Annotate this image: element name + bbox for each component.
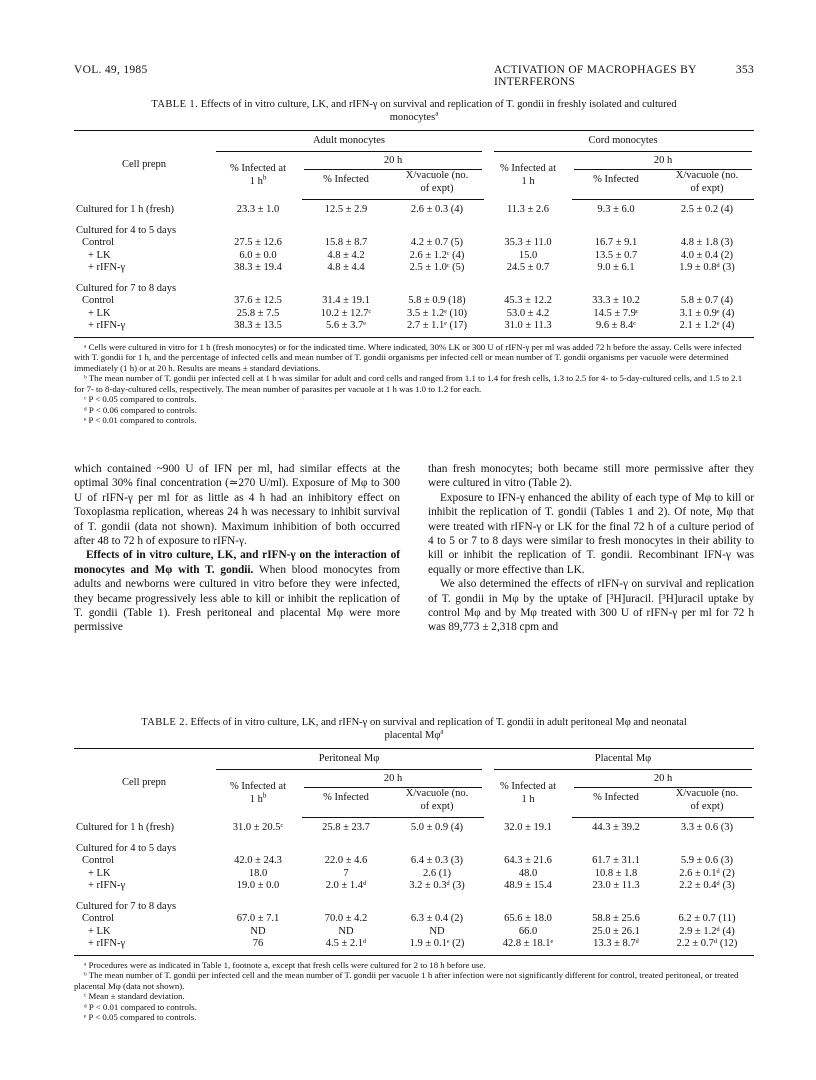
table-cell: 2.5 ± 0.2 (4) xyxy=(680,204,734,215)
table-cell: 70.0 ± 4.2 xyxy=(324,913,368,924)
table-cell: 5.8 ± 0.9 (18) xyxy=(408,295,466,306)
table1-title-line2: monocytes xyxy=(389,112,436,123)
table2-block xyxy=(74,716,754,1023)
table-cell xyxy=(572,893,660,914)
table-cell: 4.2 ± 0.7 (5) xyxy=(410,237,464,248)
table-cell: 25.8 ± 23.7 xyxy=(322,822,370,833)
table-cell: 10.2 ± 12.7ᶜ xyxy=(320,307,372,319)
running-title: ACTIVATION OF MACROPHAGES BY INTERFERONS xyxy=(494,64,697,88)
table-cell: 25.8 ± 7.5 xyxy=(236,307,280,319)
table-cell: 2.2 ± 0.7ᵈ (12) xyxy=(660,938,754,955)
table-row xyxy=(74,880,754,893)
table-cell: 38.3 ± 13.5 xyxy=(214,320,302,337)
table2-body xyxy=(74,818,754,956)
row-label: + rIFN-γ xyxy=(88,880,126,891)
row-label: Cultured for 7 to 8 days xyxy=(76,282,177,294)
table1-footnote-e: ᵉ P < 0.01 compared to controls. xyxy=(84,415,197,425)
table-cell: 58.8 ± 25.6 xyxy=(592,913,640,924)
table-row xyxy=(74,938,754,955)
table-row xyxy=(74,835,754,856)
table-cell: 22.0 ± 4.6 xyxy=(324,855,368,866)
table-cell: ND xyxy=(250,925,266,937)
row-label: + rIFN-γ xyxy=(74,320,214,337)
table2-label: TABLE 2. xyxy=(141,717,188,728)
table2-title-line2: placental Mφ xyxy=(384,730,441,741)
table-row xyxy=(74,250,754,263)
table-row xyxy=(74,868,754,881)
table1-block xyxy=(74,98,754,426)
table1-footnotes xyxy=(74,342,754,426)
table1-sub-20h-adult: 20 h xyxy=(304,155,482,171)
table-cell: 6.0 ± 0.0 xyxy=(239,249,277,261)
left-paragraph-2: Effects of in vitro culture, LK, and rIFN-γ on the interaction of monocytes and Mφ with T. gondii. When blood monocytes from adults and newborns were cultured in vitro before they were infected, they became progressively less able to kill or inhibit the replication of T. gondii (Table 1). Fresh peritoneal and placental Mφ were more permissive xyxy=(74,549,401,634)
left-column xyxy=(74,462,400,635)
section-heading: Effects of in vitro culture, LK, and rIFN-γ on the interaction of monocytes and Mφ with T. gondii. xyxy=(74,549,400,576)
table-cell xyxy=(390,217,484,238)
row-label: Control xyxy=(82,295,115,306)
table-cell: 42.0 ± 24.3 xyxy=(234,855,282,866)
table-cell: 6.2 ± 0.7 (11) xyxy=(678,913,736,924)
table1-col-vac-adult: X̄/vacuole (no. of expt) xyxy=(390,170,484,200)
row-label: + rIFN-γ xyxy=(74,938,214,955)
table-cell: 31.0 ± 11.3 xyxy=(484,320,572,337)
table2-title-line1: Effects of in vitro culture, LK, and rIFN-γ on survival and replication of T. gondii in adult peritoneal Mφ and neonatal xyxy=(190,717,687,728)
table-row xyxy=(74,275,754,296)
row-label: + LK xyxy=(88,867,111,879)
table2-col-cellprep: Cell prepn xyxy=(74,749,214,818)
table-cell: 3.3 ± 0.6 (3) xyxy=(680,822,734,833)
table-cell xyxy=(484,275,572,296)
table2-sub-20h-peritoneal: 20 h xyxy=(304,773,482,789)
table-cell: 9.3 ± 6.0 xyxy=(597,204,635,215)
table-cell: 3.5 ± 1.2ᵉ (10) xyxy=(406,307,468,319)
table2-col-inf-placental: % Infected xyxy=(572,788,660,818)
row-label: Cultured for 7 to 8 days xyxy=(76,900,177,912)
table-row xyxy=(74,217,754,238)
table-cell: 37.6 ± 12.5 xyxy=(234,295,282,306)
table-cell: 3.2 ± 0.3ᵈ (3) xyxy=(409,880,465,891)
table-cell: 2.7 ± 1.1ᵉ (17) xyxy=(390,320,484,337)
table2 xyxy=(74,748,754,956)
page-number: 353 xyxy=(735,64,754,76)
table-cell: 67.0 ± 7.1 xyxy=(236,913,280,924)
table-cell: 76 xyxy=(214,938,302,955)
right-column xyxy=(428,462,754,635)
table2-col-inf1h-placental: % Infected at 1 h xyxy=(500,781,556,805)
table-cell xyxy=(214,275,302,296)
table1-title-line1: Effects of in vitro culture, LK, and rIFN-γ on survival and replication of T. gondii in freshly isolated and cultured xyxy=(200,99,677,110)
row-label: Control xyxy=(82,913,115,924)
table-cell: 3.1 ± 0.9ᵉ (4) xyxy=(679,307,735,319)
table-row xyxy=(74,262,754,275)
table-cell: 1.9 ± 0.8ᵈ (3) xyxy=(679,262,735,273)
table2-footnote-d: ᵈ P < 0.01 compared to controls. xyxy=(84,1001,197,1012)
table-cell: 64.3 ± 21.6 xyxy=(504,855,552,866)
table-cell xyxy=(302,893,390,914)
table-cell: 38.3 ± 19.4 xyxy=(234,262,282,273)
table1-col-inf1h: % Infected at 1 $h^b$ xyxy=(230,163,286,187)
table-cell: 2.6 ± 0.3 (4) xyxy=(410,204,464,215)
table-cell: 5.8 ± 0.7 (4) xyxy=(680,295,734,306)
table1-col-vac-cord: X̄/vacuole (no. of expt) xyxy=(660,170,754,200)
table1-group-cord: Cord monocytes xyxy=(494,135,752,152)
table-cell: 33.3 ± 10.2 xyxy=(592,295,640,306)
table-cell xyxy=(484,835,572,856)
row-label: Cultured for 1 h (fresh) xyxy=(76,821,174,833)
table-cell: 13.5 ± 0.7 xyxy=(594,249,638,261)
table1-footnote-b: ᵇ The mean number of T. gondii per infected cell at 1 h was similar for adult and cord cells and ranged from 1.1 to 1.4 for fresh cells, 1.3 to 2.5 for 4- to 5-day-cultured cells, and 1.5 to 2.1 for 7- to 8-day-cultured cells, respectively. The mean number of parasites per vacuole at 1 h was 1.0 to 1.2 for each. xyxy=(74,373,743,394)
right-paragraph-2: Exposure to IFN-γ enhanced the ability of each type of Mφ to kill or inhibit the replication of T. gondii (Tables 1 and 2). Of note, Mφ that were treated with rIFN-γ or LK for the final 72 h of a culture period of 4 to 5 or 7 to 8 days were similar to fresh monocytes in their ability to kill or inhibit the replication of T. gondii. Recombinant IFN-γ was equally or more effective than LK. xyxy=(428,491,754,576)
row-label: Cultured for 4 to 5 days xyxy=(76,842,177,854)
table-cell: 48.9 ± 15.4 xyxy=(504,880,552,891)
table1-footnote-d: ᵈ P < 0.06 compared to controls. xyxy=(84,404,197,415)
table-cell: 19.0 ± 0.0 xyxy=(236,880,280,891)
table2-col-inf-peritoneal: % Infected xyxy=(302,788,390,818)
table-cell: 44.3 ± 39.2 xyxy=(592,822,640,833)
table1-footnote-c: ᶜ P < 0.05 compared to controls. xyxy=(84,394,197,404)
table2-col-inf1h: % Infected at 1 $h^b$ xyxy=(230,781,286,805)
table-cell: 2.6 (1) xyxy=(423,867,451,879)
table-cell: 5.0 ± 0.9 (4) xyxy=(410,822,464,833)
table-cell: 5.6 ± 3.7ᵉ xyxy=(302,320,390,337)
table-cell: 35.3 ± 11.0 xyxy=(504,237,552,248)
table2-sub-20h-placental: 20 h xyxy=(574,773,752,789)
table-cell xyxy=(572,835,660,856)
table-cell: 2.6 ± 0.1ᵈ (2) xyxy=(679,867,735,879)
table-cell xyxy=(214,835,302,856)
table1-group-adult: Adult monocytes xyxy=(216,135,482,152)
table1-col-inf-cord: % Infected xyxy=(572,170,660,200)
table-cell: 25.0 ± 26.1 xyxy=(592,925,640,937)
table2-title-sup: a xyxy=(440,727,444,736)
table-cell: 4.8 ± 4.2 xyxy=(327,249,365,261)
table-cell: 45.3 ± 12.2 xyxy=(504,295,552,306)
row-label: Cultured for 4 to 5 days xyxy=(76,224,177,236)
right-paragraph-1: than fresh monocytes; both became still more permissive after they were cultured in vitro (Table 2). xyxy=(428,463,754,490)
table-cell: ND xyxy=(429,925,445,937)
row-label: + LK xyxy=(88,249,111,261)
table1-col-inf-adult: % Infected xyxy=(302,170,390,200)
table-cell xyxy=(390,275,484,296)
table2-footnote-a: ᵃ Procedures were as indicated in Table 1, footnote a, except that fresh cells were cultured for 2 to 18 h before use. xyxy=(84,959,486,970)
table-row xyxy=(74,320,754,337)
table-cell: 14.5 ± 7.9ᶜ xyxy=(593,307,639,319)
table-cell: 11.3 ± 2.6 xyxy=(506,203,550,215)
table-cell: 9.0 ± 6.1 xyxy=(597,262,635,273)
table-cell: 7 xyxy=(343,867,349,879)
table-cell: 18.0 xyxy=(248,867,268,879)
table-cell xyxy=(390,893,484,914)
left-paragraph-1: which contained ~900 U of IFN per ml, had similar effects at the optimal 30% final concentration (≃270 U/ml). Exposure of Mφ to 300 U of rIFN-γ per ml for as little as 4 h had an inhibitory effect on Toxoplasma replication, whereas 24 h was necessary to inhibit survival of T. gondii (data not shown). Maximum inhibition of both occurred after 48 to 72 h of exposure to rIFN-γ. xyxy=(74,463,400,548)
table-cell: 4.0 ± 0.4 (2) xyxy=(680,249,734,261)
table-cell: 2.6 ± 1.2ᶜ (4) xyxy=(409,249,465,261)
row-label: + LK xyxy=(88,307,111,319)
table-cell: 4.8 ± 1.8 (3) xyxy=(680,237,734,248)
table-cell xyxy=(214,893,302,914)
table1-title-sup: a xyxy=(435,109,439,118)
table-cell: 23.3 ± 1.0 xyxy=(236,203,280,215)
table1 xyxy=(74,130,754,338)
table-cell: 61.7 ± 31.1 xyxy=(592,855,640,866)
table-cell: 31.0 ± 20.5ᶜ xyxy=(232,821,284,833)
table-cell: 66.0 xyxy=(518,925,538,937)
row-label: Control xyxy=(82,237,115,248)
table-cell: 2.1 ± 1.2ᵉ (4) xyxy=(660,320,754,337)
table-cell: 12.5 ± 2.9 xyxy=(324,204,368,215)
table2-footnotes xyxy=(74,960,754,1023)
table-cell xyxy=(660,893,754,914)
table-cell: 42.8 ± 18.1ᵉ xyxy=(484,938,572,955)
table2-footnote-e: ᵉ P < 0.05 compared to controls. xyxy=(84,1012,197,1022)
table-cell: 6.4 ± 0.3 (3) xyxy=(410,855,464,866)
table-cell: 15.0 xyxy=(518,249,538,261)
table-cell: 32.0 ± 19.1 xyxy=(504,821,552,833)
table-row xyxy=(74,926,754,939)
table-cell: 13.3 ± 8.7ᵈ xyxy=(572,938,660,955)
table-row xyxy=(74,893,754,914)
table-cell: 10.8 ± 1.8 xyxy=(594,867,638,879)
row-label: + rIFN-γ xyxy=(88,262,126,273)
table-cell xyxy=(660,275,754,296)
table-cell xyxy=(484,217,572,238)
table1-body xyxy=(74,200,754,338)
running-header xyxy=(74,64,754,88)
table-cell: 4.8 ± 4.4 xyxy=(327,262,365,273)
table-row xyxy=(74,200,754,217)
table-cell: 2.2 ± 0.4ᵈ (3) xyxy=(679,880,735,891)
table1-sub-20h-cord: 20 h xyxy=(574,155,752,171)
table-cell: 24.5 ± 0.7 xyxy=(506,262,550,273)
table-cell: 23.0 ± 11.3 xyxy=(592,880,640,891)
table-cell xyxy=(660,217,754,238)
table-row xyxy=(74,295,754,308)
table-cell: 53.0 ± 4.2 xyxy=(506,307,550,319)
table-cell: 27.5 ± 12.6 xyxy=(234,237,282,248)
table-row xyxy=(74,855,754,868)
table2-footnote-c: ᶜ Mean ± standard deviation. xyxy=(84,991,185,1001)
table2-caption xyxy=(74,716,754,742)
table1-footnote-a: ᵃ Cells were cultured in vitro for 1 h (fresh monocytes) or for the indicated time. Where indicated, 30% LK or 300 U of rIFN-γ per ml was added 72 h before the assay. Cells were infected with T. gondii for 1 h, and the percentage of infected cells and mean number of T. gondii organisms per infected cell or mean number of T. gondii organisms per vacuole were determined immediately (1 h) or at 20 h. Results are means ± standard deviations. xyxy=(74,341,742,373)
table2-col-vac-peritoneal: X̄/vacuole (no. of expt) xyxy=(390,788,484,818)
table-cell: 48.0 xyxy=(518,867,538,879)
table-row xyxy=(74,308,754,321)
table-cell xyxy=(484,893,572,914)
table1-label: TABLE 1. xyxy=(151,99,199,110)
table-cell xyxy=(302,275,390,296)
table2-footnote-b: ᵇ The mean number of T. gondii per infected cell and the mean number of T. gondii per vacuole 1 h after infection were not significantly different for control, treated peritoneal, or treated placental Mφ (data not shown). xyxy=(74,970,739,991)
table-cell: 16.7 ± 9.1 xyxy=(594,237,638,248)
table2-group-peritoneal: Peritoneal Mφ xyxy=(216,753,482,770)
table-cell xyxy=(572,275,660,296)
table-cell: 31.4 ± 19.1 xyxy=(322,295,370,306)
table-cell: 15.8 ± 8.7 xyxy=(324,237,368,248)
volume-year: VOL. 49, 1985 xyxy=(74,64,148,76)
table-cell xyxy=(214,217,302,238)
table-cell: 65.6 ± 18.0 xyxy=(504,913,552,924)
table-cell xyxy=(390,835,484,856)
table-row xyxy=(74,237,754,250)
table1-col-cellprep: Cell prepn xyxy=(74,131,214,200)
table-cell: 5.9 ± 0.6 (3) xyxy=(680,855,734,866)
table2-group-placental: Placental Mφ xyxy=(494,753,752,770)
table-row xyxy=(74,818,754,835)
table-cell: 2.5 ± 1.0ᶜ (5) xyxy=(409,262,465,273)
table2-col-vac-placental: X̄/vacuole (no. of expt) xyxy=(660,788,754,818)
row-label: Cultured for 1 h (fresh) xyxy=(76,203,174,215)
table-cell xyxy=(660,835,754,856)
row-label: + LK xyxy=(88,925,111,937)
table-cell xyxy=(302,835,390,856)
table-cell: 6.3 ± 0.4 (2) xyxy=(410,913,464,924)
right-paragraph-3: We also determined the effects of rIFN-γ on survival and replication of T. gondii in Mφ by the uptake of [³H]uracil. [³H]uracil uptake by control Mφ and by Mφ treated with 300 U of rIFN-γ per ml for 72 h was 89,773 ± 2,318 cpm and xyxy=(428,578,754,634)
table-row xyxy=(74,913,754,926)
table1-caption xyxy=(74,98,754,124)
table-cell: 1.9 ± 0.1ᵉ (2) xyxy=(390,938,484,955)
table-cell: 9.6 ± 8.4ᶜ xyxy=(572,320,660,337)
table-cell: 2.9 ± 1.2ᵈ (4) xyxy=(679,925,735,937)
table-cell xyxy=(572,217,660,238)
table-cell xyxy=(302,217,390,238)
table-cell: ND xyxy=(338,925,354,937)
table-cell: 2.0 ± 1.4ᵈ xyxy=(325,880,367,891)
table-cell: 4.5 ± 2.1ᵈ xyxy=(302,938,390,955)
row-label: Control xyxy=(82,855,115,866)
table1-col-inf1h-cord: % Infected at 1 h xyxy=(500,163,556,187)
